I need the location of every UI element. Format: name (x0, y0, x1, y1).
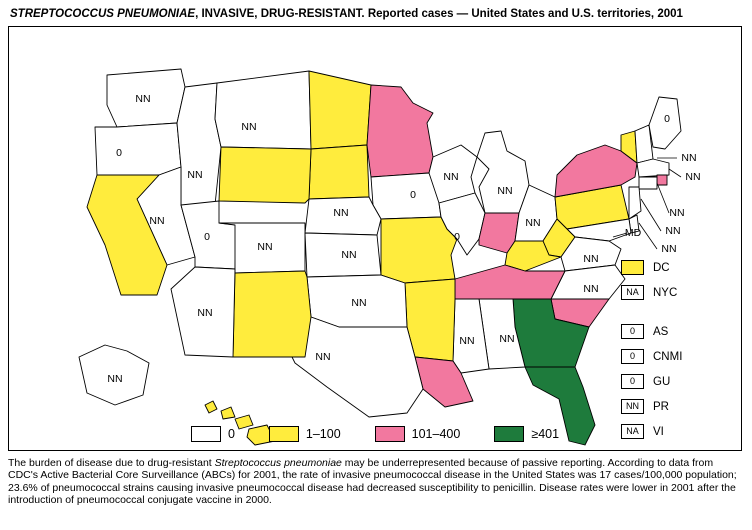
state-ct[interactable] (639, 177, 657, 189)
label-al: NN (499, 332, 515, 345)
label-tx: NN (315, 350, 331, 363)
state-hi-island-1[interactable] (205, 401, 217, 413)
label-ok: NN (351, 296, 367, 309)
label-ks: NN (341, 248, 357, 261)
footnote-line4: pneumococcal conjugate vaccine in 2000. (76, 494, 272, 507)
map-frame (8, 26, 742, 451)
state-mt[interactable] (215, 71, 311, 149)
footnote-line2: Active Bacterial Core Surveillance (ABCs) for 2001, the rate of invasive pneumococcal disease in the United States was 17 cases/100,000 population; 23.6% of (8, 469, 737, 494)
territory-swatch-pr: NN (621, 399, 644, 414)
territory-row-pr (621, 394, 717, 419)
state-nm[interactable] (233, 271, 311, 357)
label-id: NN (187, 168, 203, 181)
label-az: NN (197, 306, 213, 319)
legend-label-low: 1–100 (305, 427, 341, 441)
legend-swatch-zero (191, 426, 221, 442)
legend-item-low (269, 426, 341, 442)
state-ri[interactable] (657, 175, 667, 185)
label-nc: NN (583, 282, 599, 295)
territory-label-as: AS (653, 325, 669, 338)
label-ms: NN (459, 334, 475, 347)
territory-row-dc (621, 255, 717, 280)
label-nv: NN (149, 214, 165, 227)
footnote-line1-b: may be underrepresented because of passive reporting. According to data from CDC's (8, 457, 714, 482)
label-ne: NN (333, 206, 349, 219)
label-mi: NN (497, 184, 513, 197)
territory-swatch-as: 0 (621, 324, 644, 339)
state-tn[interactable] (455, 265, 565, 299)
page-title (10, 8, 744, 21)
legend-label-mid: 101–400 (411, 427, 461, 441)
label-nh: NN (681, 151, 697, 164)
footnote-line1-italic: Streptococcus pneumoniae (214, 457, 342, 469)
state-id[interactable] (177, 83, 221, 205)
state-ma[interactable] (637, 159, 669, 177)
title-rest: , INVASIVE, DRUG-RESISTANT. Reported cases — United States and U.S. territories, 2001 (195, 8, 683, 20)
label-de: NN (661, 242, 677, 255)
legend-label-zero: 0 (227, 427, 235, 441)
territory-label-cnmi: CNMI (653, 350, 683, 363)
footnote (8, 457, 746, 507)
territory-label-pr: PR (653, 400, 669, 413)
legend-swatch-mid (375, 426, 405, 442)
label-nj: NN (665, 224, 681, 237)
territory-row-nyc (621, 280, 717, 305)
territory-label-dc: DC (653, 261, 670, 274)
legend-item-zero (191, 426, 235, 442)
state-or[interactable] (95, 123, 181, 175)
label-ut: 0 (204, 230, 210, 243)
territory-swatch-nyc: NA (621, 285, 644, 300)
label-co: NN (257, 240, 273, 253)
territory-legend (621, 255, 717, 444)
state-nd[interactable] (309, 71, 371, 149)
legend-swatch-low (269, 426, 299, 442)
territory-label-vi: VI (653, 425, 664, 438)
footnote-line3: pneumococcal strains causing invasive pneumococcal disease had decreased susceptibility to penicillin. Disease rates were lower in 2001 after the introduction of (8, 481, 736, 507)
legend-label-high: ≥401 (531, 427, 560, 441)
label-ak: NN (107, 372, 123, 385)
state-mn[interactable] (367, 85, 433, 177)
label-me: 0 (664, 112, 670, 125)
state-sd[interactable] (309, 145, 369, 199)
state-nj[interactable] (629, 187, 641, 219)
state-wy[interactable] (219, 147, 311, 203)
state-hi-island-2[interactable] (221, 407, 235, 419)
label-ma: NN (685, 170, 701, 183)
territory-swatch-cnmi: 0 (621, 349, 644, 364)
label-va: NN (583, 252, 599, 265)
label-or: 0 (116, 146, 122, 159)
label-wi: NN (443, 170, 459, 183)
legend-item-high (494, 426, 559, 442)
legend-item-mid (375, 426, 461, 442)
territory-row-cnmi (621, 344, 717, 369)
state-mi[interactable] (477, 131, 529, 213)
label-ia: 0 (410, 188, 416, 201)
legend-swatch-high (494, 426, 524, 442)
label-ct: NN (669, 206, 685, 219)
label-il: 0 (454, 230, 460, 243)
state-ia[interactable] (371, 173, 441, 219)
label-wa: NN (135, 92, 151, 105)
territory-row-gu (621, 369, 717, 394)
label-oh: NN (525, 216, 541, 229)
territory-swatch-dc (621, 260, 644, 275)
territory-swatch-vi: NA (621, 424, 644, 439)
map-legend (9, 426, 741, 442)
territory-label-nyc: NYC (653, 286, 678, 299)
label-mt: NN (241, 120, 257, 133)
label-md: MD (624, 226, 642, 239)
title-disease-name: STREPTOCOCCUS PNEUMONIAE (10, 8, 196, 20)
footnote-line1-a: The burden of disease due to drug-resistant (8, 457, 215, 469)
territory-row-as (621, 319, 717, 344)
territory-label-gu: GU (653, 375, 671, 388)
territory-swatch-gu: 0 (621, 374, 644, 389)
